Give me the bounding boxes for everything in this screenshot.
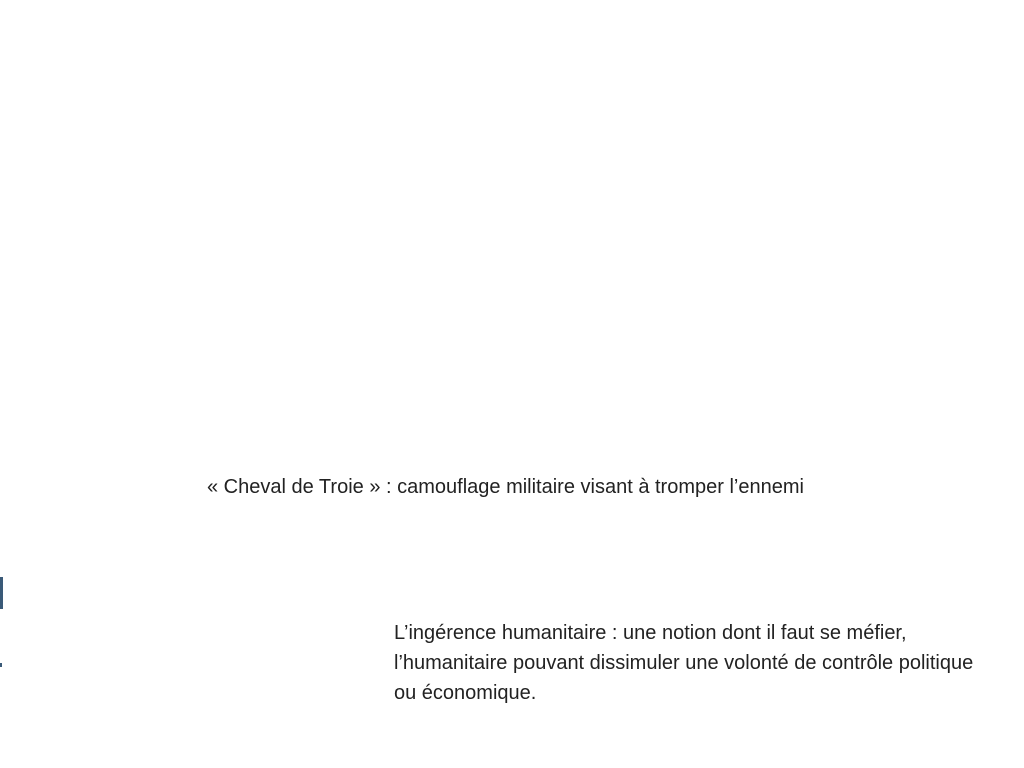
edge-shape-fragment bbox=[0, 577, 3, 609]
edge-dot-fragment bbox=[0, 663, 2, 667]
humanitarian-interference-note: L’ingérence humanitaire : une notion dont il faut se méfier, l’humanitaire pouvant dissimuler une volonté de contrôle politique ou économique. bbox=[394, 622, 974, 704]
trojan-horse-caption: « Cheval de Troie » : camouflage militaire visant à tromper l’ennemi bbox=[207, 476, 804, 498]
